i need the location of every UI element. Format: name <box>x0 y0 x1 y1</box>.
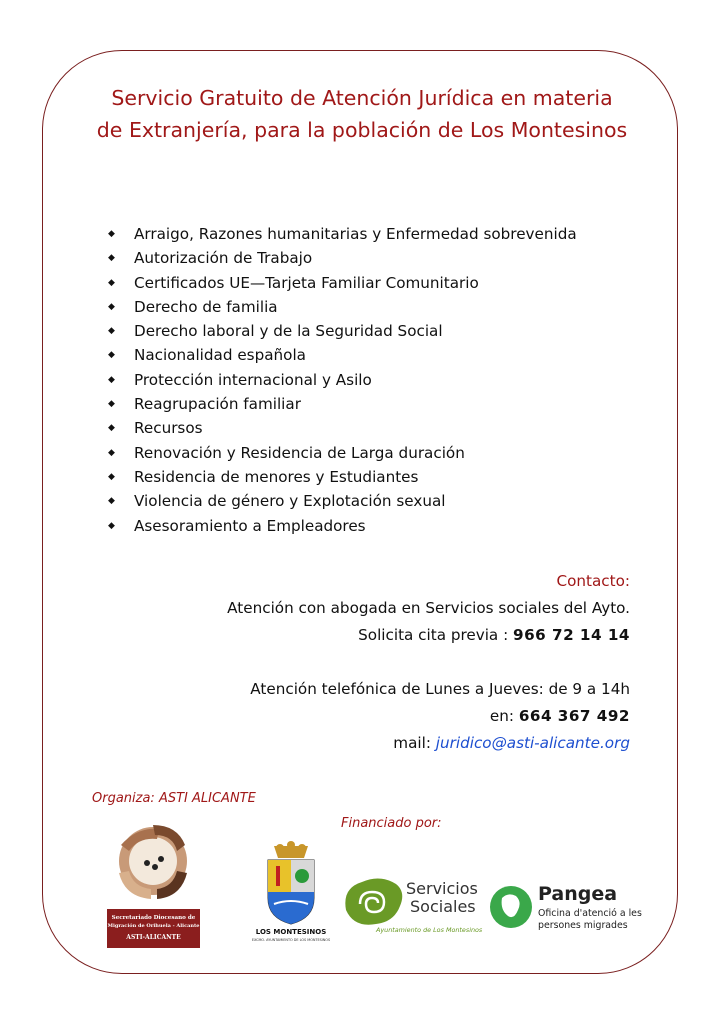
appointment-label: Solicita cita previa : <box>358 626 514 644</box>
asti-logo-line-3: ASTI-ALICANTE <box>126 934 181 941</box>
list-item: ◆ Arraigo, Razones humanitarias y Enfermedad sobrevenida <box>108 222 577 246</box>
list-item: ◆ Certificados UE—Tarjeta Familiar Comunitario <box>108 271 577 295</box>
list-item: ◆ Derecho laboral y de la Seguridad Social <box>108 319 577 343</box>
list-item: ◆ Violencia de género y Explotación sexual <box>108 489 577 513</box>
contact-appointment-line <box>227 622 630 649</box>
montesinos-logo-name: LOS MONTESINOS <box>255 928 327 936</box>
diamond-bullet-icon: ◆ <box>108 374 115 385</box>
list-item: ◆ Protección internacional y Asilo <box>108 368 577 392</box>
asti-logo-line-2: Migración de Orihuela - Alicante <box>107 923 200 929</box>
list-item: ◆ Asesoramiento a Empleadores <box>108 514 577 538</box>
ss-logo-line-2: Sociales <box>410 897 476 916</box>
pangea-logo-line-1: Oficina d'atenció a les <box>538 908 642 919</box>
diamond-bullet-icon: ◆ <box>108 301 115 312</box>
list-item: ◆ Renovación y Residencia de Larga duración <box>108 441 577 465</box>
diamond-bullet-icon: ◆ <box>108 471 115 482</box>
appointment-phone[interactable]: 966 72 14 14 <box>513 626 630 644</box>
list-item: ◆ Reagrupación familiar <box>108 392 577 416</box>
diamond-bullet-icon: ◆ <box>108 423 115 434</box>
diamond-bullet-icon: ◆ <box>108 496 115 507</box>
funded-by-label: Financiado por: <box>341 816 442 831</box>
ss-logo-line-1: Servicios <box>406 879 478 898</box>
pangea-logo-name: Pangea <box>538 883 618 905</box>
diamond-bullet-icon: ◆ <box>108 253 115 264</box>
los-montesinos-shield-logo <box>244 840 338 944</box>
diamond-bullet-icon: ◆ <box>108 399 115 410</box>
pangea-logo-line-2: persones migrades <box>538 920 628 931</box>
contact-heading: Contacto: <box>556 572 630 590</box>
asti-alicante-logo <box>107 815 200 948</box>
servicios-sociales-logo <box>340 870 482 938</box>
email-link[interactable]: juridico@asti-alicante.org <box>435 734 630 752</box>
title-line-1: Servicio Gratuito de Atención Jurídica en materia <box>111 86 613 110</box>
diamond-bullet-icon: ◆ <box>108 277 115 288</box>
contact-phone[interactable]: 664 367 492 <box>518 707 630 725</box>
mail-label: mail: <box>393 734 436 752</box>
contact-mail-line <box>227 730 630 757</box>
diamond-bullet-icon: ◆ <box>108 447 115 458</box>
contact-block <box>227 568 630 757</box>
diamond-bullet-icon: ◆ <box>108 520 115 531</box>
pangea-logo <box>490 880 642 934</box>
list-item: ◆ Autorización de Trabajo <box>108 246 577 270</box>
ss-logo-line-3: Ayuntamiento de Los Montesinos <box>376 926 483 934</box>
diamond-bullet-icon: ◆ <box>108 326 115 337</box>
phone-label: en: <box>489 707 519 725</box>
list-item: ◆ Derecho de familia <box>108 295 577 319</box>
organizer-label: Organiza: ASTI ALICANTE <box>92 791 256 806</box>
list-item: ◆ Nacionalidad española <box>108 343 577 367</box>
page-title <box>72 82 652 146</box>
diamond-bullet-icon: ◆ <box>108 229 115 239</box>
list-item: ◆ Residencia de menores y Estudiantes <box>108 465 577 489</box>
title-line-2: de Extranjería, para la población de Los Montesinos <box>96 118 628 142</box>
asti-logo-line-1: Secretariado Diocesano de <box>111 915 196 921</box>
montesinos-logo-sub: EXCMO. AYUNTAMIENTO DE LOS MONTESINOS <box>251 938 331 942</box>
list-item: ◆ Recursos <box>108 416 577 440</box>
services-list <box>108 222 577 538</box>
diamond-bullet-icon: ◆ <box>108 350 115 361</box>
contact-hours-line: Atención telefónica de Lunes a Jueves: de 9 a 14h <box>250 680 630 698</box>
contact-lawyer-line: Atención con abogada en Servicios sociales del Ayto. <box>227 599 630 617</box>
contact-phone-line <box>227 703 630 730</box>
